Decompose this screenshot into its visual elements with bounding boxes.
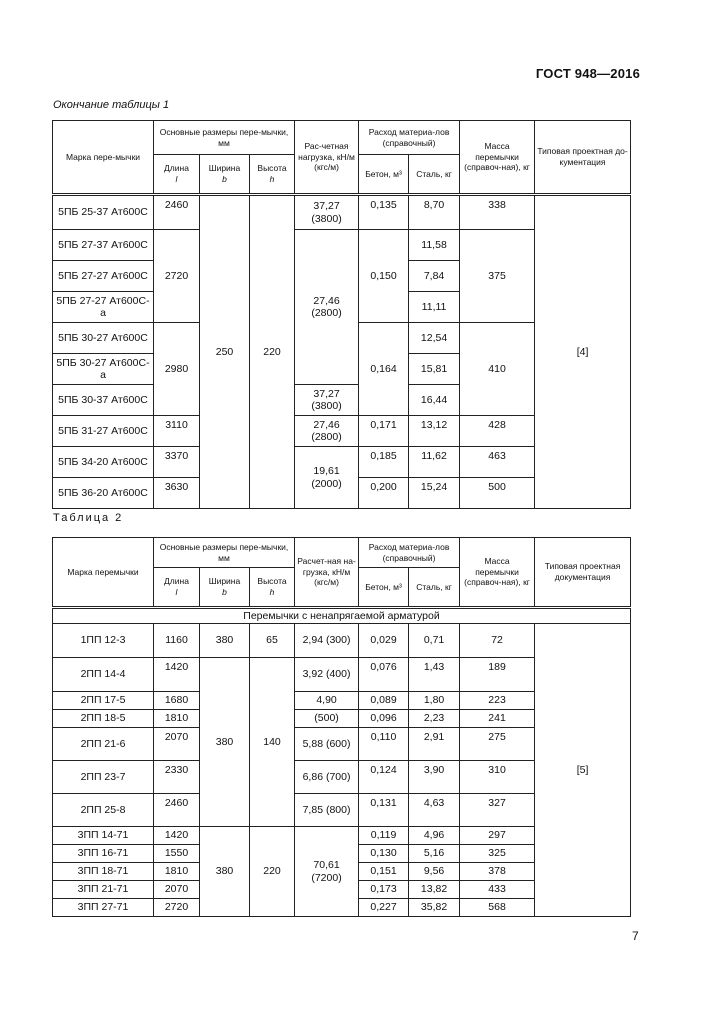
- table-cell: 5ПБ 27-27 Ат600С-а: [53, 292, 154, 323]
- table-cell: 0,131: [359, 794, 409, 827]
- table-cell: 433: [460, 881, 535, 899]
- table-cell: 500: [460, 478, 535, 509]
- table-cell: 2720: [154, 230, 200, 323]
- t1-head-mass: Масса перемычки (справоч-ная), кг: [460, 121, 535, 195]
- table-cell: 8,70: [409, 195, 460, 230]
- table-cell: 5,16: [409, 845, 460, 863]
- table-cell: 2,94 (300): [295, 624, 359, 658]
- table-cell: 3ПП 14-71: [53, 827, 154, 845]
- table-cell: 6,86 (700): [295, 761, 359, 794]
- t2-head-mass: Масса перемычки (справоч-ная), кг: [460, 538, 535, 608]
- t2-head-doc: Типовая проектная документация: [535, 538, 631, 608]
- table-cell: 1,43: [409, 658, 460, 692]
- table-cell: 19,61 (2000): [295, 447, 359, 509]
- table-cell: 27,46 (2800): [295, 230, 359, 385]
- table-cell: 3,92 (400): [295, 658, 359, 692]
- table-cell: 378: [460, 863, 535, 881]
- t2-head-length: Длина l: [154, 568, 200, 608]
- table-cell: 568: [460, 899, 535, 917]
- table-cell: 5ПБ 30-37 Ат600С: [53, 385, 154, 416]
- table-cell: 35,82: [409, 899, 460, 917]
- table-cell: 5ПБ 25-37 Ат600С: [53, 195, 154, 230]
- table-cell: 375: [460, 230, 535, 323]
- table-cell: 5ПБ 31-27 Ат600С: [53, 416, 154, 447]
- table-cell: 0,150: [359, 230, 409, 323]
- table-cell: 2070: [154, 728, 200, 761]
- table-cell: 241: [460, 710, 535, 728]
- table-cell: 0,185: [359, 447, 409, 478]
- table-cell: 1,80: [409, 692, 460, 710]
- table-cell: 410: [460, 323, 535, 416]
- table-cell: 3630: [154, 478, 200, 509]
- table-cell: 0,171: [359, 416, 409, 447]
- t1-head-mark: Марка пере-мычки: [53, 121, 154, 195]
- table-cell: 220: [250, 195, 295, 509]
- table-cell: 5ПБ 30-27 Ат600С: [53, 323, 154, 354]
- table-cell: 11,62: [409, 447, 460, 478]
- table-cell: 70,61 (7200): [295, 827, 359, 917]
- table-cell: 0,164: [359, 323, 409, 416]
- table-cell: 2ПП 14-4: [53, 658, 154, 692]
- t2-head-width: Ширина b: [200, 568, 250, 608]
- standard-header: ГОСТ 948—2016: [535, 66, 640, 81]
- table-cell: 37,27 (3800): [295, 385, 359, 416]
- table-cell: 2,23: [409, 710, 460, 728]
- table-cell: 5ПБ 34-20 Ат600С: [53, 447, 154, 478]
- table-cell: 1ПП 12-3: [53, 624, 154, 658]
- table1: [52, 120, 631, 509]
- table-row: [53, 624, 631, 658]
- table-cell: 0,096: [359, 710, 409, 728]
- table-cell: 1420: [154, 658, 200, 692]
- table-cell: 5ПБ 27-27 Ат600С: [53, 261, 154, 292]
- table-cell: 1680: [154, 692, 200, 710]
- t2-head-mark: Марка перемычки: [53, 538, 154, 608]
- table-cell: 2ПП 25-8: [53, 794, 154, 827]
- table-cell: 189: [460, 658, 535, 692]
- table1-caption: Окончание таблицы 1: [53, 99, 170, 111]
- table-cell: 338: [460, 195, 535, 230]
- table-cell: 0,173: [359, 881, 409, 899]
- table-cell: 310: [460, 761, 535, 794]
- table-cell: 5ПБ 27-37 Ат600С: [53, 230, 154, 261]
- table-cell: 1810: [154, 863, 200, 881]
- table-cell: 0,110: [359, 728, 409, 761]
- table-cell: 3,90: [409, 761, 460, 794]
- table-cell: 0,076: [359, 658, 409, 692]
- table-cell: 380: [200, 827, 250, 917]
- table-cell: 0,151: [359, 863, 409, 881]
- table-cell: 13,12: [409, 416, 460, 447]
- t2-head-concrete: Бетон, м³: [359, 568, 409, 608]
- page-number: 7: [632, 929, 639, 943]
- table-cell: 2330: [154, 761, 200, 794]
- table-row: [53, 195, 631, 230]
- table-cell: 2980: [154, 323, 200, 416]
- table-cell: 428: [460, 416, 535, 447]
- table-cell: 72: [460, 624, 535, 658]
- table-cell: 15,24: [409, 478, 460, 509]
- table-cell: 0,200: [359, 478, 409, 509]
- table-cell: 12,54: [409, 323, 460, 354]
- table-cell: 2ПП 17-5: [53, 692, 154, 710]
- table-cell: 2460: [154, 794, 200, 827]
- table-cell: (500): [295, 710, 359, 728]
- table-cell: 5ПБ 36-20 Ат600С: [53, 478, 154, 509]
- t1-head-doc: Типовая проектная до-кументация: [535, 121, 631, 195]
- t2-head-dims: Основные размеры пере-мычки, мм: [154, 538, 295, 568]
- table-cell: 2ПП 21-6: [53, 728, 154, 761]
- table-cell: 37,27 (3800): [295, 195, 359, 230]
- table2-section-title: Перемычки с ненапрягаемой арматурой: [53, 608, 631, 624]
- t1-head-steel: Сталь, кг: [409, 155, 460, 195]
- table-cell: 11,58: [409, 230, 460, 261]
- table-cell: 7,85 (800): [295, 794, 359, 827]
- table-cell: 4,90: [295, 692, 359, 710]
- table-cell: 0,227: [359, 899, 409, 917]
- table2: [52, 537, 631, 917]
- table-cell: 325: [460, 845, 535, 863]
- table-cell: 2460: [154, 195, 200, 230]
- t1-head-consumption: Расход материа-лов (справочный): [359, 121, 460, 155]
- t2-head-load: Расчет-ная на-грузка, кН/м (кгс/м): [295, 538, 359, 608]
- table-cell: 5ПБ 30-27 Ат600С-а: [53, 354, 154, 385]
- table-cell: 2720: [154, 899, 200, 917]
- table-cell: 3110: [154, 416, 200, 447]
- table-cell: 3ПП 18-71: [53, 863, 154, 881]
- t2-head-steel: Сталь, кг: [409, 568, 460, 608]
- table-cell: 3370: [154, 447, 200, 478]
- table-cell: 0,029: [359, 624, 409, 658]
- table-cell: 1810: [154, 710, 200, 728]
- table-cell: 0,135: [359, 195, 409, 230]
- table-cell: 275: [460, 728, 535, 761]
- table-cell: 9,56: [409, 863, 460, 881]
- table-cell: 3ПП 27-71: [53, 899, 154, 917]
- table-cell: 4,96: [409, 827, 460, 845]
- t1-head-height: Высота h: [250, 155, 295, 195]
- table-cell: [5]: [535, 624, 631, 917]
- table-cell: 1420: [154, 827, 200, 845]
- table-cell: 380: [200, 624, 250, 658]
- table-cell: 2,91: [409, 728, 460, 761]
- table2-caption: Таблица 2: [53, 512, 124, 524]
- t1-head-length: Длина l: [154, 155, 200, 195]
- table-cell: 380: [200, 658, 250, 827]
- table-cell: 3ПП 21-71: [53, 881, 154, 899]
- table-cell: 15,81: [409, 354, 460, 385]
- table-cell: 0,130: [359, 845, 409, 863]
- t1-head-dims: Основные размеры пере-мычки, мм: [154, 121, 295, 155]
- table-cell: 0,71: [409, 624, 460, 658]
- table-cell: 13,82: [409, 881, 460, 899]
- table-cell: 2ПП 23-7: [53, 761, 154, 794]
- table-cell: 4,63: [409, 794, 460, 827]
- table-cell: 463: [460, 447, 535, 478]
- table-cell: 27,46 (2800): [295, 416, 359, 447]
- table-cell: 11,11: [409, 292, 460, 323]
- table-cell: 3ПП 16-71: [53, 845, 154, 863]
- table-cell: 2070: [154, 881, 200, 899]
- table-cell: 223: [460, 692, 535, 710]
- table-cell: 5,88 (600): [295, 728, 359, 761]
- table-cell: 297: [460, 827, 535, 845]
- table-cell: 0,089: [359, 692, 409, 710]
- table-cell: 1550: [154, 845, 200, 863]
- table-cell: 327: [460, 794, 535, 827]
- table-cell: 1160: [154, 624, 200, 658]
- t2-head-height: Высота h: [250, 568, 295, 608]
- table-cell: [4]: [535, 195, 631, 509]
- table-cell: 250: [200, 195, 250, 509]
- table-cell: 0,124: [359, 761, 409, 794]
- table-cell: 65: [250, 624, 295, 658]
- table-cell: 0,119: [359, 827, 409, 845]
- t1-head-concrete: Бетон, м³: [359, 155, 409, 195]
- table-cell: 2ПП 18-5: [53, 710, 154, 728]
- table-cell: 7,84: [409, 261, 460, 292]
- t1-head-load: Рас-четная нагрузка, кН/м (кгс/м): [295, 121, 359, 195]
- table-cell: 220: [250, 827, 295, 917]
- t1-head-width: Ширина b: [200, 155, 250, 195]
- table-cell: 140: [250, 658, 295, 827]
- table-cell: 16,44: [409, 385, 460, 416]
- t2-head-consumption: Расход материа-лов (справочный): [359, 538, 460, 568]
